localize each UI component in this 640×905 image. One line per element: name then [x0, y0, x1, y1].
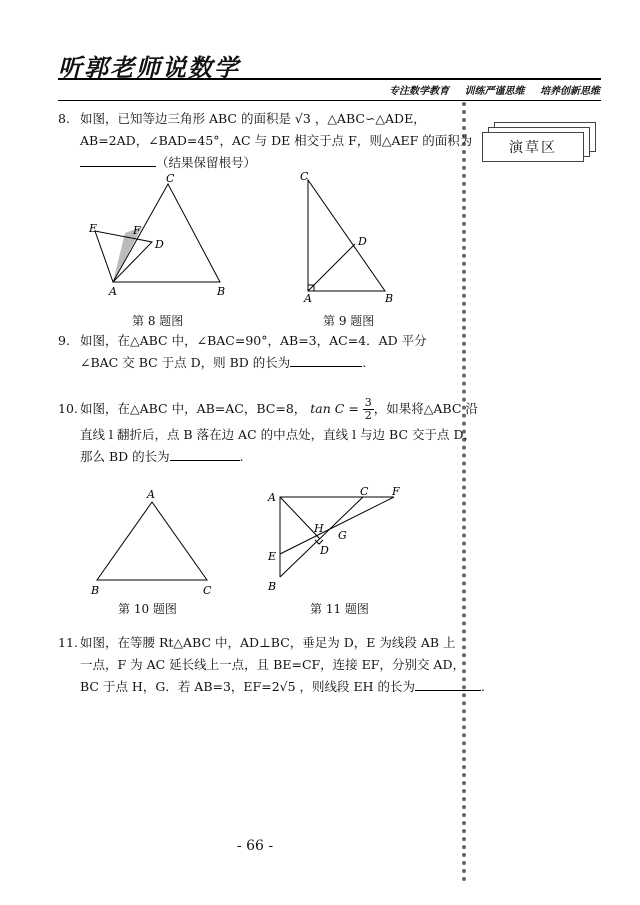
fig8-label-E: E	[89, 222, 98, 235]
fig9-label-C: C	[300, 170, 309, 183]
q10-line2: 直线 l 翻折后，点 B 落在边 AC 的中点处，直线 l 与边 BC 交于点 D，	[80, 427, 476, 442]
question-9	[58, 330, 458, 374]
fig11-label-A: A	[268, 491, 276, 504]
fig11-label-D: D	[320, 544, 329, 557]
q10-fraction	[363, 397, 374, 422]
fig10-label-A: A	[147, 488, 155, 501]
q9-period: .	[362, 355, 367, 370]
question-number: 9.	[58, 333, 70, 348]
q10-line1a: 如图，在△ABC 中，AB=AC，BC=8，	[80, 401, 307, 416]
question-number: 11.	[58, 635, 78, 650]
figure-9	[295, 168, 405, 306]
fig8-label-B: B	[217, 285, 226, 298]
fig8-label-D: D	[155, 238, 164, 251]
fig11-label-F: F	[392, 485, 400, 498]
fig8-label-C: C	[166, 172, 175, 185]
answer-blank[interactable]	[80, 166, 156, 167]
fig11-label-E: E	[268, 550, 277, 563]
q11-line1: 如图，在等腰 Rt△ABC 中，AD⊥BC，垂足为 D，E 为线段 AB 上	[80, 635, 456, 650]
q11-line2: 一点，F 为 AC 延长线上一点，且 BE=CF，连接 EF，分别交 AD，	[80, 657, 465, 672]
figure-11	[262, 482, 412, 600]
header-underline	[58, 100, 601, 101]
figure-10-caption: 第 10 题图	[118, 602, 177, 616]
q11-line3: BC 于点 H，G．若 AB=3，EF=2√5 ，则线段 EH 的长为	[80, 679, 416, 694]
fig11-label-C: C	[360, 485, 369, 498]
q8-line2: AB=2AD，∠BAD=45°，AC 与 DE 相交于点 F，则△AEF 的面积为	[80, 133, 473, 148]
question-11	[58, 632, 486, 698]
q8-line3: （结果保留根号）	[156, 155, 257, 170]
figure-11-caption: 第 11 题图	[310, 602, 369, 616]
q10-tan: tan C =	[310, 401, 359, 416]
question-10	[58, 394, 478, 468]
figure-8	[85, 172, 235, 302]
fig10-label-B: B	[91, 584, 100, 597]
answer-blank[interactable]	[290, 366, 362, 367]
fig11-label-B: B	[268, 580, 277, 593]
q10-line1b: ，如果将△ABC 沿	[373, 401, 478, 416]
header-motto: 专注数学教育 训练严谨思维 培养创新思维	[389, 86, 600, 97]
fig8-label-F: F	[133, 224, 141, 237]
question-number: 10.	[58, 401, 78, 416]
q9-line1: 如图，在△ABC 中，∠BAC=90°，AB=3，AC=4．AD 平分	[80, 333, 427, 348]
figure-9-caption: 第 9 题图	[323, 314, 375, 328]
fig10-label-C: C	[203, 584, 212, 597]
fig9-label-D: D	[358, 235, 367, 248]
q11-period: .	[481, 679, 486, 694]
answer-blank[interactable]	[170, 460, 240, 461]
q8-line1: 如图，已知等边三角形 ABC 的面积是 √3 ，△ABC∽△ADE，	[80, 111, 426, 126]
column-divider	[462, 102, 466, 882]
fig8-label-A: A	[109, 285, 117, 298]
fig9-label-A: A	[304, 292, 312, 305]
q9-line2: ∠BAC 交 BC 于点 D，则 BD 的长为	[80, 355, 291, 370]
fig11-label-H: H	[314, 522, 324, 535]
figure-8-caption: 第 8 题图	[132, 314, 184, 328]
question-number: 8.	[58, 111, 70, 126]
figure-10	[88, 486, 218, 598]
fig9-label-B: B	[385, 292, 394, 305]
scratch-area-label: 演草区	[482, 132, 584, 162]
header-rule	[58, 78, 601, 80]
q10-line3: 那么 BD 的长为	[80, 449, 170, 464]
page-number: - 66 -	[236, 838, 274, 854]
q10-period: .	[239, 449, 244, 464]
fig11-label-G: G	[338, 529, 347, 542]
question-8	[58, 108, 473, 174]
fraction-numerator: 3	[364, 396, 372, 409]
answer-blank[interactable]	[415, 690, 481, 691]
fraction-denominator: 2	[364, 409, 372, 422]
scratch-area-box	[482, 122, 600, 164]
page-title: 听郭老师说数学	[58, 53, 240, 82]
